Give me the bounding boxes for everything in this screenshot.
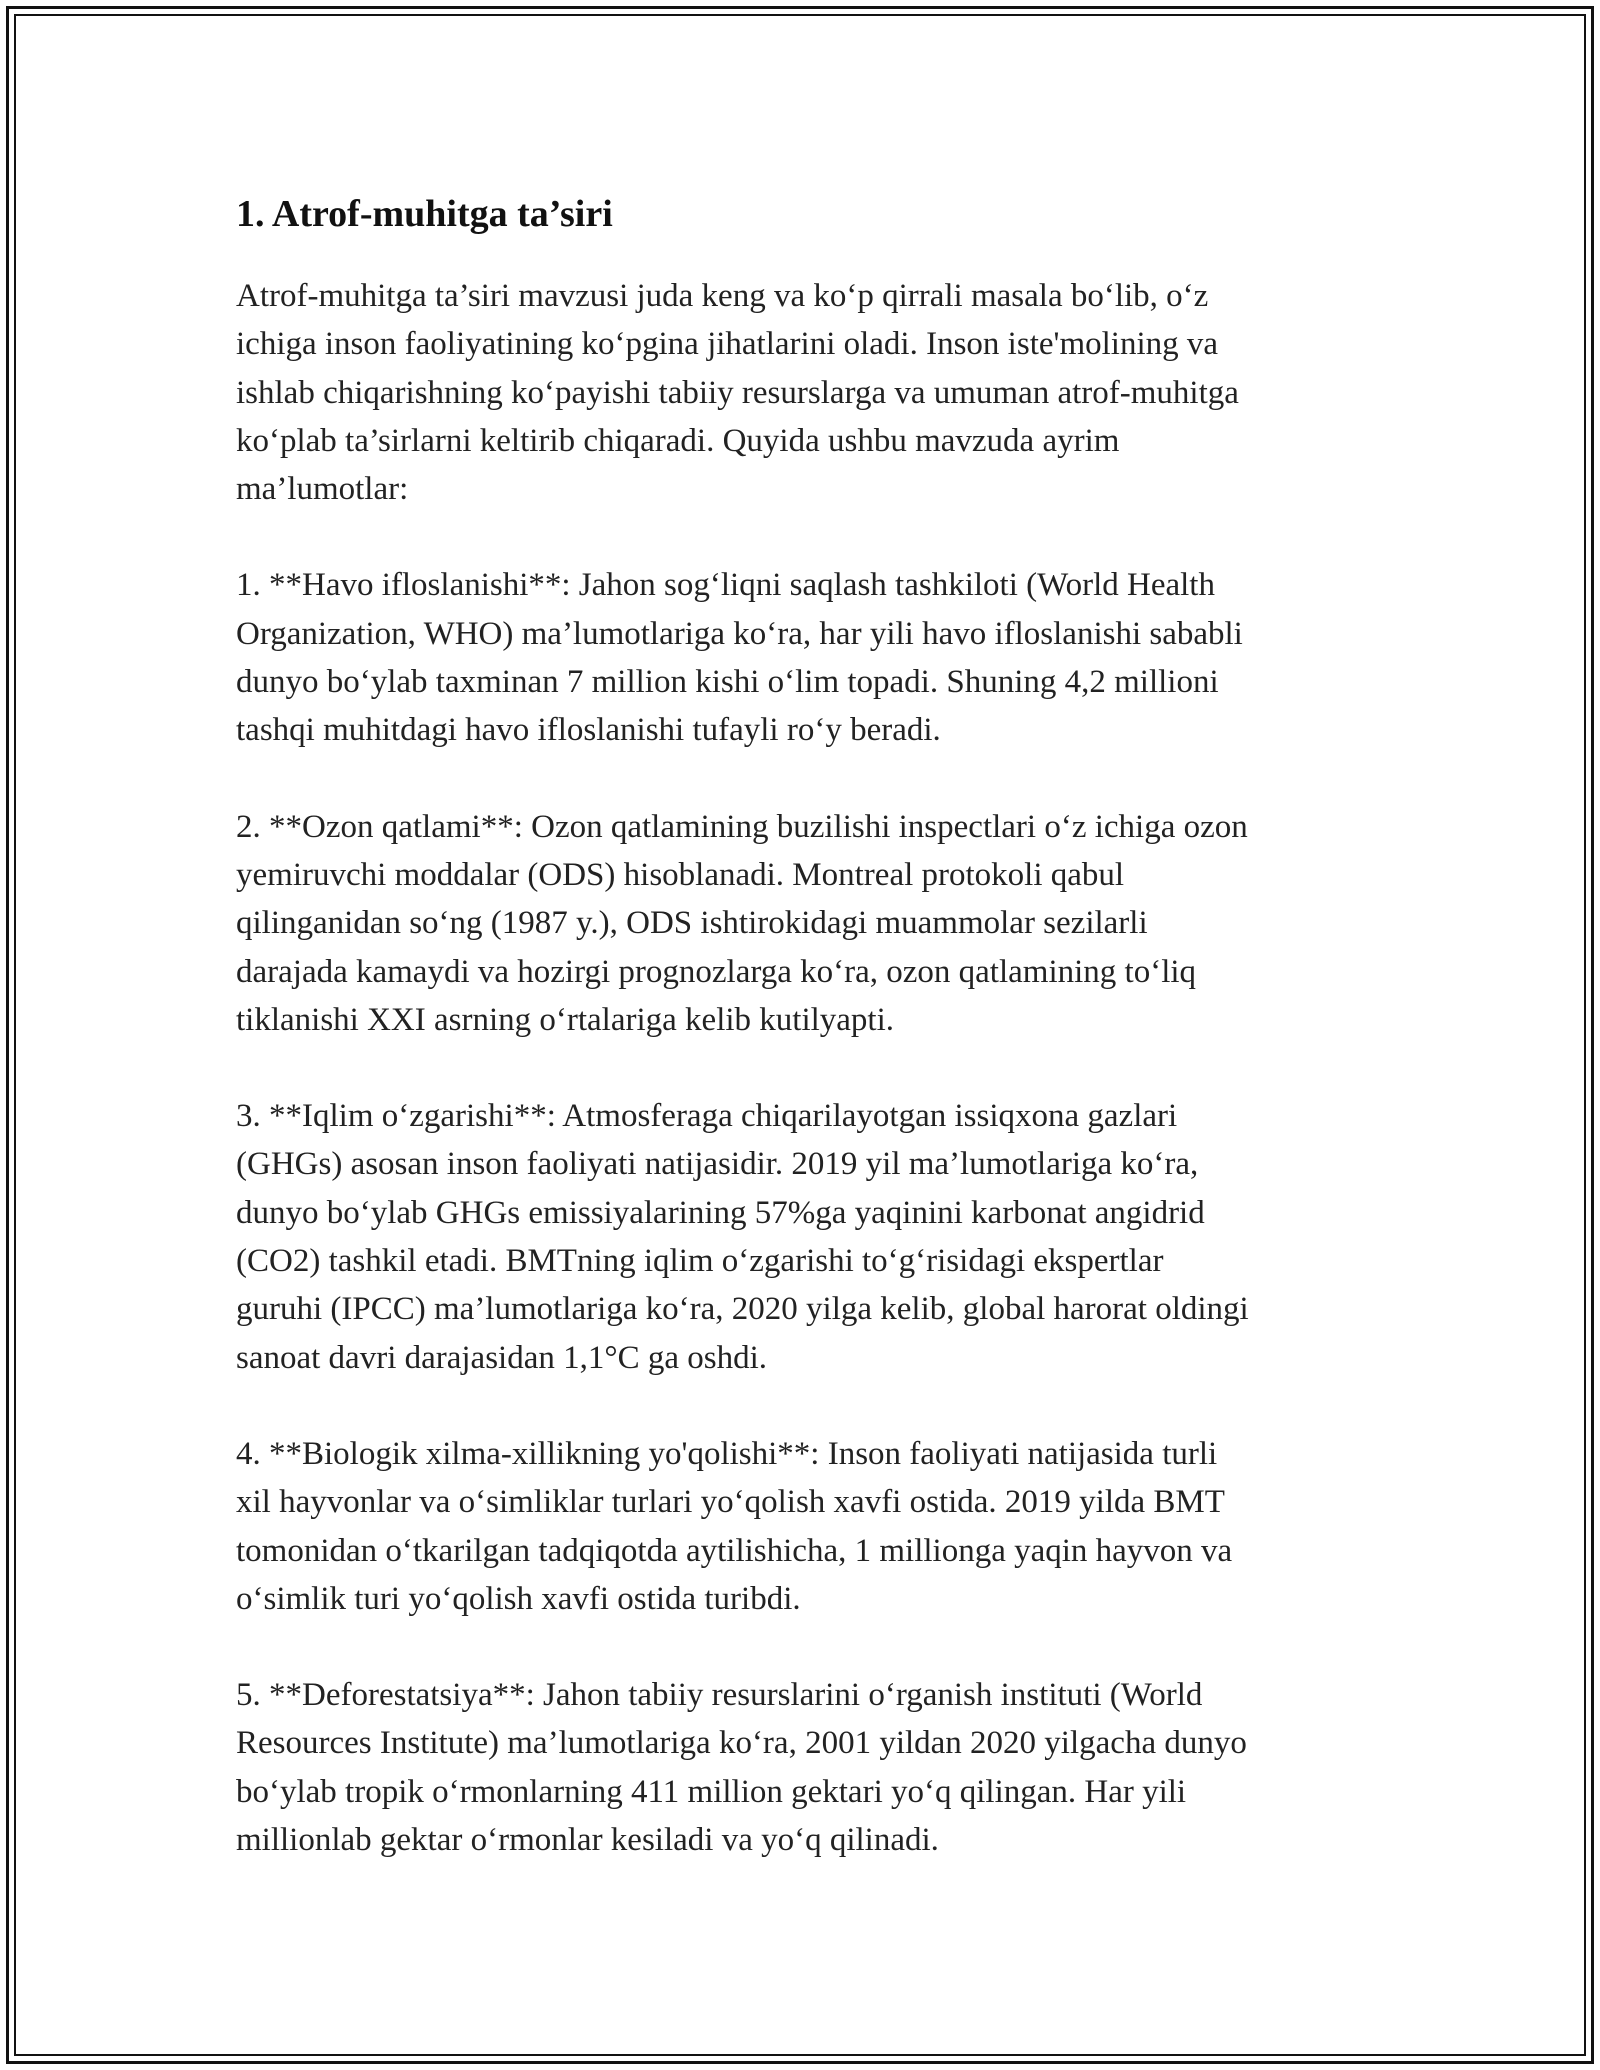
paragraph-air-pollution: 1. **Havo ifloslanishi**: Jahon sog‘liqni saqlash tashkiloti (World Health Organization, WHO) ma’lumotlariga ko‘ra, har yili havo ifloslanishi sababli dunyo bo‘ylab taxminan 7 million kishi o‘lim topadi. Shuning 4,2 millioni tashqi muhitdagi havo ifloslanishi tufayli ro‘y beradi. xyxy=(236,567,1243,749)
paragraph-biodiversity-loss: 4. **Biologik xilma-xillikning yo'qolishi**: Inson faoliyati natijasida turli xil hayvonlar va o‘simliklar turlari yo‘qolish xavfi ostida. 2019 yilda BMT tomonidan o‘tkarilgan tadqiqotda aytilishicha, 1 millionga yaqin hayvon va o‘simlik turi yo‘qolish xavfi ostida turibdi. xyxy=(236,1435,1233,1617)
section-heading: 1. Atrof-muhitga ta’siri xyxy=(236,193,613,235)
paragraph-deforestation: 5. **Deforestatsiya**: Jahon tabiiy resurslarini o‘rganish instituti (World Resources Institute) ma’lumotlariga ko‘ra, 2001 yildan 2020 yilgacha dunyo bo‘ylab tropik o‘rmonlarning 411 million gektari yo‘q qilingan. Har yili millionlab gektar o‘rmonlar kesiladi va yo‘q qilinadi. xyxy=(236,1677,1247,1859)
paragraph-climate-change: 3. **Iqlim o‘zgarishi**: Atmosferaga chiqarilayotgan issiqxona gazlari (GHGs) asosan inson faoliyati natijasidir. 2019 yil ma’lumotlariga ko‘ra, dunyo bo‘ylab GHGs emissiyalarining 57%ga yaqinini karbonat angidrid (CO2) tashkil etadi. BMTning iqlim o‘zgarishi to‘g‘risidagi ekspertlar guruhi (IPCC) ma’lumotlariga ko‘ra, 2020 yilga kelib, global harorat oldingi sanoat davri darajasidan 1,1°C ga oshdi. xyxy=(236,1098,1249,1376)
document-body xyxy=(236,186,1386,1864)
intro-paragraph: Atrof-muhitga ta’siri mavzusi juda keng va ko‘p qirrali masala bo‘lib, o‘z ichiga inson faoliyatining ko‘pgina jihatlarini oladi. Inson iste'molining va ishlab chiqarishning ko‘payishi tabiiy resurslarga va umuman atrof-muhitga ko‘plab ta’sirlarni keltirib chiqaradi. Quyida ushbu mavzuda ayrim ma’lumotlar: xyxy=(236,278,1239,508)
paragraph-ozone-layer: 2. **Ozon qatlami**: Ozon qatlamining buzilishi inspectlari o‘z ichiga ozon yemiruvchi moddalar (ODS) hisoblanadi. Montreal protokoli qabul qilinganidan so‘ng (1987 y.), ODS ishtirokidagi muammolar sezilarli darajada kamaydi va hozirgi prognozlarga ko‘ra, ozon qatlamining to‘liq tiklanishi XXI asrning o‘rtalariga kelib kutilyapti. xyxy=(236,808,1248,1038)
